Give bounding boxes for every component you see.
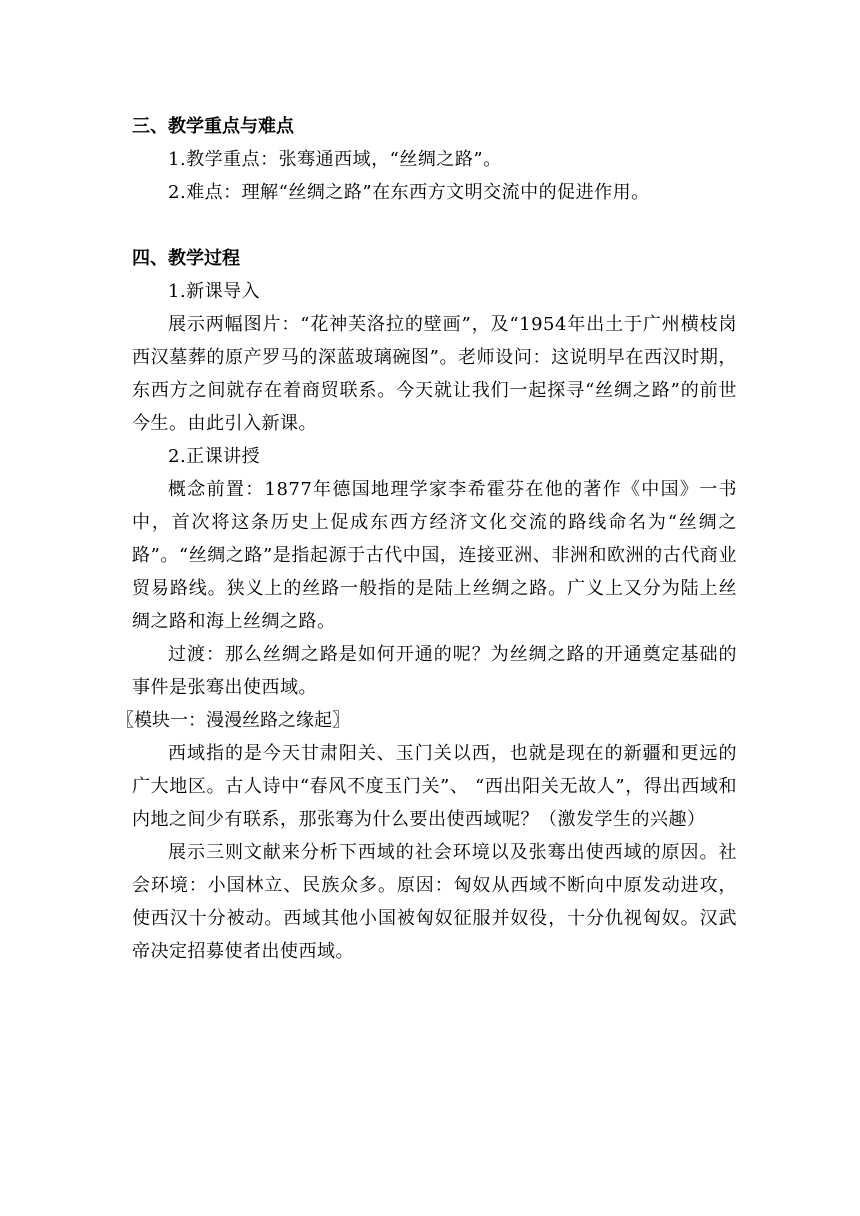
intro-paragraph: 展示两幅图片：“花神芙洛拉的壁画”，及“1954年出土于广州横枝岗西汉墓葬的原产罗马的深蓝玻璃碗图”。老师设问：这说明早在西汉时期，东西方之间就存在着商贸联系。今天就让我们一起探寻“丝绸之路”的前世今生。由此引入新课。 — [132, 314, 737, 434]
difficulty-item: 2.难点：理解“丝绸之路”在东西方文明交流中的促进作用。 — [168, 182, 650, 203]
xiyu-paragraph: 西域指的是今天甘肃阳关、玉门关以西，也就是现在的新疆和更远的广大地区。古人诗中“春风不度玉门关”、 “西出阳关无故人”，得出西域和内地之间少有联系，那张骞为什么要出使西域呢？（激发学生的兴趣） — [132, 743, 737, 830]
document-body — [116, 110, 737, 968]
module-title: 〖模块一：漫漫丝路之缘起〗 — [116, 710, 350, 731]
section-heading-teaching-process: 四、教学过程 — [132, 248, 240, 269]
section-gap — [132, 209, 737, 242]
key-point-item: 1.教学重点：张骞通西域，“丝绸之路”。 — [168, 149, 502, 170]
transition-paragraph: 过渡：那么丝绸之路是如何开通的呢？为丝绸之路的开通奠定基础的事件是张骞出使西域。 — [132, 644, 737, 698]
section-heading-key-points: 三、教学重点与难点 — [132, 116, 294, 137]
subsection-title-lecture: 2.正课讲授 — [168, 446, 261, 467]
documents-paragraph: 展示三则文献来分析下西域的社会环境以及张骞出使西域的原因。社会环境：小国林立、民族众多。原因：匈奴从西域不断向中原发动进攻，使西汉十分被动。西域其他小国被匈奴征服并奴役，十分仇视匈奴。汉武帝决定招募使者出使西域。 — [132, 842, 737, 962]
concept-paragraph: 概念前置：1877年德国地理学家李希霍芬在他的著作《中国》一书中，首次将这条历史上促成东西方经济文化交流的路线命名为“丝绸之路”。“丝绸之路”是指起源于古代中国，连接亚洲、非洲和欧洲的古代商业贸易路线。狭义上的丝路一般指的是陆上丝绸之路。广义上又分为陆上丝绸之路和海上丝绸之路。 — [132, 479, 737, 632]
subsection-title-intro: 1.新课导入 — [168, 281, 261, 302]
